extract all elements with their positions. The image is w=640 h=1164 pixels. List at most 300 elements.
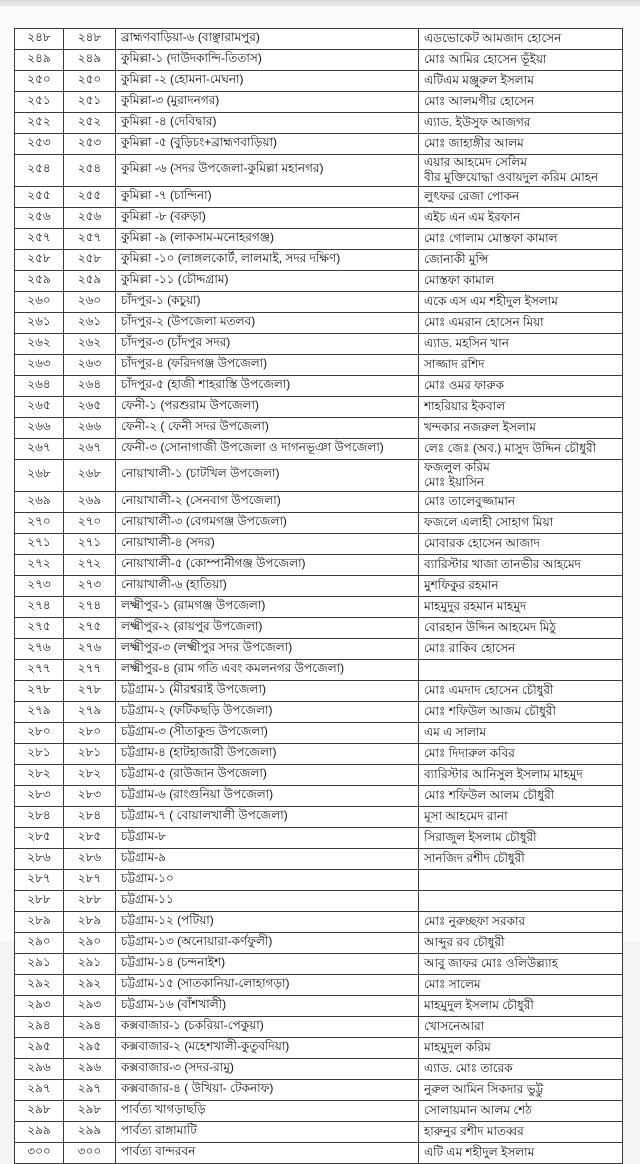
cell-serial-2: ২৭৫	[64, 617, 116, 638]
cell-candidate	[419, 911, 623, 932]
candidate-name-line: মোঃ রাকিব হোসেন	[424, 640, 516, 655]
cell-candidate	[419, 228, 623, 249]
candidate-name-line: এডভোকেট আমজাদ হোসেন	[424, 31, 562, 46]
candidate-name-line: নুরুল আমিন সিকদার ভুট্টু	[424, 1081, 544, 1096]
cell-serial-1: ২৬৭	[15, 438, 64, 459]
candidate-name-line: মোঃ শফিউল আলম চৌধুরী	[424, 787, 555, 802]
cell-constituency: নোয়াখালী-৩ (বেগমগঞ্জ উপজেলা)	[116, 512, 419, 533]
cell-serial-1: ২৭০	[15, 512, 64, 533]
cell-candidate	[419, 312, 623, 333]
candidate-name-line: মোঃ নুরুচ্ছফা সরকার	[424, 913, 526, 928]
candidate-name-line: মোঃ গোলাম মোস্তফা কামাল	[424, 231, 558, 246]
cell-serial-2: ২৬১	[64, 312, 116, 333]
cell-serial-1: ২৯৪	[15, 1016, 64, 1037]
table-row	[15, 659, 623, 680]
cell-serial-1: ২৯৫	[15, 1037, 64, 1058]
cell-candidate	[419, 827, 623, 848]
cell-serial-1: ২৬৮	[15, 459, 64, 491]
cell-serial-2: ২৫৯	[64, 270, 116, 291]
table-row	[15, 270, 623, 291]
table-row	[15, 1079, 623, 1100]
cell-serial-2: ২৭৩	[64, 575, 116, 596]
cell-constituency: কক্সবাজার-২ (মহেশখালী-কুতুবদিয়া)	[116, 1037, 419, 1058]
cell-constituency: কুমিল্লা-৩ (মুরাদনগর)	[116, 92, 419, 113]
cell-constituency: চট্টগ্রাম-৪ (হাটহাজারী উপজেলা)	[116, 743, 419, 764]
cell-serial-1: ২৮৫	[15, 827, 64, 848]
cell-serial-2: ২৮৬	[64, 848, 116, 869]
cell-candidate	[419, 722, 623, 743]
table-row	[15, 186, 623, 207]
candidate-name-line: মোঃ আমির হোসেন ভূঁইয়া	[424, 52, 547, 67]
cell-candidate	[419, 333, 623, 354]
cell-serial-1: ২৫২	[15, 113, 64, 134]
table-row	[15, 827, 623, 848]
cell-serial-1: ২৮৩	[15, 785, 64, 806]
cell-constituency: কুমিল্লা -৮ (বরুড়া)	[116, 207, 419, 228]
cell-constituency: চাঁদপুর-৩ (চাঁদপুর সদর)	[116, 333, 419, 354]
table-row	[15, 375, 623, 396]
cell-candidate	[419, 459, 623, 491]
cell-constituency: নোয়াখালী-৪ (সদর)	[116, 533, 419, 554]
cell-serial-1: ২৭২	[15, 554, 64, 575]
candidate-name-line: মোস্তফা কামাল	[424, 273, 495, 288]
table-row	[15, 575, 623, 596]
cell-candidate	[419, 249, 623, 270]
cell-candidate	[419, 491, 623, 512]
cell-serial-2: ২৮৭	[64, 869, 116, 890]
table-row	[15, 743, 623, 764]
cell-constituency: পার্বত্য রাঙ্গামাটি	[116, 1121, 419, 1142]
candidate-name-line: মুশফিকুর রহমান	[424, 577, 499, 592]
cell-serial-2: ২৯৯	[64, 1121, 116, 1142]
cell-serial-1: ২৯৭	[15, 1079, 64, 1100]
table-row	[15, 911, 623, 932]
candidate-name-line: মোঃ জাহাঙ্গীর আলম	[424, 136, 524, 151]
cell-serial-2: ২৮৪	[64, 806, 116, 827]
candidate-name-line: এটিএম মঞ্জুরুল ইসলাম	[424, 73, 534, 88]
cell-serial-2: ৩০০	[64, 1142, 116, 1163]
cell-constituency: চাঁদপুর-৫ (হাজী শাহরাস্তি উপজেলা)	[116, 375, 419, 396]
cell-serial-1: ২৭৯	[15, 701, 64, 722]
cell-serial-1: ২৬২	[15, 333, 64, 354]
cell-candidate	[419, 596, 623, 617]
cell-serial-1: ২৯৬	[15, 1058, 64, 1079]
table-row	[15, 491, 623, 512]
cell-constituency: চট্টগ্রাম-১২ (পটিয়া)	[116, 911, 419, 932]
candidate-name-line: মাহমুদুল করিম	[424, 1039, 491, 1054]
cell-constituency: নোয়াখালী-৫ (কোম্পানীগঞ্জ উপজেলা)	[116, 554, 419, 575]
cell-serial-2: ২৫৩	[64, 134, 116, 155]
cell-candidate	[419, 396, 623, 417]
cell-constituency: চট্টগ্রাম-১১	[116, 890, 419, 911]
scan-edge-artifact	[0, 0, 640, 7]
cell-constituency: লক্ষ্মীপুর-৩ (লক্ষ্মীপুর সদর উপজেলা)	[116, 638, 419, 659]
cell-constituency: চট্টগ্রাম-১ (মীরশ্বরাই উপজেলা)	[116, 680, 419, 701]
cell-candidate	[419, 375, 623, 396]
table-row	[15, 155, 623, 187]
cell-constituency: লক্ষ্মীপুর-১ (রামগঞ্জ উপজেলা)	[116, 596, 419, 617]
candidate-name-line: মোঃ ইয়াসিন	[424, 475, 485, 490]
cell-serial-2: ২৬৫	[64, 396, 116, 417]
candidate-name-line: হারুনুর রশীদ মাতব্বর	[424, 1123, 524, 1138]
table-row	[15, 1037, 623, 1058]
cell-serial-1: ২৫৫	[15, 186, 64, 207]
table-row	[15, 113, 623, 134]
cell-constituency: নোয়াখালী-১ (চাটখিল উপজেলা)	[116, 459, 419, 491]
cell-candidate	[419, 155, 623, 187]
cell-candidate	[419, 134, 623, 155]
cell-serial-1: ২৫৪	[15, 155, 64, 187]
candidate-name-line: মোঃ তালেবুজ্জামান	[424, 493, 516, 508]
table-row	[15, 207, 623, 228]
table-row	[15, 953, 623, 974]
candidate-name-line: ব্যারিস্টার খাজা তানভীর আহমেদ	[424, 556, 581, 571]
cell-serial-1: ২৬০	[15, 291, 64, 312]
cell-candidate	[419, 743, 623, 764]
table-row	[15, 701, 623, 722]
cell-constituency: কুমিল্লা -৯ (লাকসাম-মনোহরগঞ্জ)	[116, 228, 419, 249]
table-row	[15, 291, 623, 312]
cell-constituency: কুমিল্লা -৪ (দেবিদ্বার)	[116, 113, 419, 134]
cell-serial-1: ২৮৭	[15, 869, 64, 890]
cell-serial-1: ২৮৪	[15, 806, 64, 827]
cell-candidate	[419, 869, 623, 890]
cell-candidate	[419, 1100, 623, 1121]
cell-serial-2: ২৫৭	[64, 228, 116, 249]
cell-serial-2: ২৯০	[64, 932, 116, 953]
table-row	[15, 1121, 623, 1142]
cell-serial-2: ২৮৫	[64, 827, 116, 848]
candidate-name-line: সাজ্জাদ রশিদ	[424, 357, 485, 372]
cell-candidate	[419, 438, 623, 459]
cell-serial-2: ২৮৯	[64, 911, 116, 932]
cell-candidate	[419, 186, 623, 207]
candidate-name-line: এটি এম শহীদুল ইসলাম	[424, 1144, 535, 1159]
candidate-name-line: শাহরিয়ার ইকবাল	[424, 399, 506, 414]
table-row	[15, 1142, 623, 1163]
table-row	[15, 869, 623, 890]
table-row	[15, 396, 623, 417]
cell-serial-2: ২৭৬	[64, 638, 116, 659]
cell-serial-1: ২৮৯	[15, 911, 64, 932]
table-row	[15, 333, 623, 354]
table-row	[15, 785, 623, 806]
cell-constituency: নোয়াখালী-৬ (হাতিয়া)	[116, 575, 419, 596]
table-row	[15, 134, 623, 155]
cell-serial-2: ২৬৪	[64, 375, 116, 396]
cell-candidate	[419, 1079, 623, 1100]
cell-constituency: কুমিল্লা -১০ (লাঙ্গলকোর্ট, লালমাই, সদর দক্ষিণ)	[116, 249, 419, 270]
cell-serial-1: ২৫৯	[15, 270, 64, 291]
cell-serial-1: ২৭৮	[15, 680, 64, 701]
table-body	[15, 29, 623, 1164]
cell-serial-1: ২৪৯	[15, 50, 64, 71]
cell-serial-2: ২৯৫	[64, 1037, 116, 1058]
cell-serial-2: ২৫২	[64, 113, 116, 134]
cell-constituency: চট্টগ্রাম-৫ (রাউজান উপজেলা)	[116, 764, 419, 785]
cell-constituency: চট্টগ্রাম-৮	[116, 827, 419, 848]
cell-constituency: কুমিল্লা -৭ (চান্দিনা)	[116, 186, 419, 207]
candidate-name-line: সানজিদ রশীদ চৌধুরী	[424, 850, 525, 865]
table-row	[15, 312, 623, 333]
table-row	[15, 228, 623, 249]
cell-serial-1: ২৪৮	[15, 29, 64, 50]
cell-serial-2: ২৪৮	[64, 29, 116, 50]
cell-constituency: লক্ষ্মীপুর-২ (রায়পুর উপজেলা)	[116, 617, 419, 638]
cell-constituency: কুমিল্লা -২ (হোমনা-মেঘনা)	[116, 71, 419, 92]
table-row	[15, 459, 623, 491]
table-row	[15, 1016, 623, 1037]
cell-serial-2: ২৭৮	[64, 680, 116, 701]
cell-serial-2: ২৭৭	[64, 659, 116, 680]
cell-candidate	[419, 1121, 623, 1142]
candidate-name-line: বোরহান উদ্দিন আহমেদ মিঠু	[424, 619, 556, 634]
table-row	[15, 974, 623, 995]
cell-candidate	[419, 848, 623, 869]
cell-candidate	[419, 50, 623, 71]
table-row	[15, 1058, 623, 1079]
cell-serial-1: ২৭৩	[15, 575, 64, 596]
cell-candidate	[419, 207, 623, 228]
cell-serial-2: ২৫৫	[64, 186, 116, 207]
table-row	[15, 638, 623, 659]
cell-constituency: কুমিল্লা -১১ (চৌদ্দগ্রাম)	[116, 270, 419, 291]
cell-candidate	[419, 417, 623, 438]
cell-serial-1: ২৮৮	[15, 890, 64, 911]
cell-candidate	[419, 270, 623, 291]
table-row	[15, 806, 623, 827]
candidate-name-line: মোঃ দিদারুল কবির	[424, 745, 515, 760]
candidate-name-line: মাহমুদুল ইসলাম চৌধুরী	[424, 997, 534, 1012]
cell-constituency: চট্টগ্রাম-১৫ (সাতকানিয়া-লোহাগড়া)	[116, 974, 419, 995]
cell-constituency: ব্রাহ্মণবাড়িয়া-৬ (বাঞ্ছারামপুর)	[116, 29, 419, 50]
cell-constituency: চট্টগ্রাম-১০	[116, 869, 419, 890]
cell-serial-1: ২৬৫	[15, 396, 64, 417]
cell-constituency: লক্ষ্মীপুর-৪ (রাম গতি এবং কমলনগর উপজেলা)	[116, 659, 419, 680]
cell-constituency: চাঁদপুর-১ (কচুয়া)	[116, 291, 419, 312]
candidate-name-line: মূসা আহমেদ রানা	[424, 808, 508, 823]
cell-serial-2: ২৬৭	[64, 438, 116, 459]
candidate-name-line: এ্যাড. মোঃ তারেক	[424, 1060, 513, 1075]
cell-constituency: পার্বত্য খাগড়াছড়ি	[116, 1100, 419, 1121]
table-row	[15, 92, 623, 113]
cell-serial-1: ২৯০	[15, 932, 64, 953]
candidate-name-line: মোঃ এমরান হোসেন মিয়া	[424, 315, 544, 330]
candidate-name-line: মোবারক হোসেন আজাদ	[424, 535, 540, 550]
cell-serial-1: ২৭৫	[15, 617, 64, 638]
cell-serial-2: ২৬০	[64, 291, 116, 312]
table-row	[15, 512, 623, 533]
candidate-name-line: আবু জাফর মোঃ ওলিউল্ল্যাহ	[424, 955, 559, 970]
cell-serial-1: ৩০০	[15, 1142, 64, 1163]
cell-candidate	[419, 995, 623, 1016]
candidate-name-line: এম এ সালাম	[424, 724, 487, 739]
table-row	[15, 438, 623, 459]
candidate-name-line: মোঃ সালেম	[424, 976, 481, 991]
cell-constituency: ফেনী-২ ( ফেনী সদর উপজেলা)	[116, 417, 419, 438]
cell-candidate	[419, 806, 623, 827]
cell-serial-1: ২৯৩	[15, 995, 64, 1016]
cell-serial-1: ২৫৬	[15, 207, 64, 228]
cell-constituency: কুমিল্লা -৫ (বুড়িচং+ব্রাহ্মণবাড়িয়া)	[116, 134, 419, 155]
cell-serial-2: ২৯৭	[64, 1079, 116, 1100]
cell-serial-2: ২৮৮	[64, 890, 116, 911]
cell-serial-1: ২৬১	[15, 312, 64, 333]
cell-serial-2: ২৯৩	[64, 995, 116, 1016]
cell-serial-2: ২৭১	[64, 533, 116, 554]
cell-candidate	[419, 785, 623, 806]
cell-candidate	[419, 1142, 623, 1163]
candidate-name-line: এ্যাড. মহসিন খান	[424, 336, 509, 351]
cell-candidate	[419, 1037, 623, 1058]
candidate-name-line: ফজলে এলাহী সোহাগ মিয়া	[424, 514, 554, 529]
table-row	[15, 50, 623, 71]
cell-serial-1: ২৫০	[15, 71, 64, 92]
cell-candidate	[419, 638, 623, 659]
cell-constituency: কুমিল্লা-১ (দাউদকান্দি-তিতাস)	[116, 50, 419, 71]
cell-serial-2: ২৭২	[64, 554, 116, 575]
candidate-name-line: ব্যারিস্টার আনিসুল ইসলাম মাহমুদ	[424, 766, 583, 781]
cell-candidate	[419, 617, 623, 638]
cell-candidate	[419, 575, 623, 596]
candidate-name-line: এইচ এন এম ইরফান	[424, 210, 521, 225]
cell-serial-1: ২৭৬	[15, 638, 64, 659]
cell-constituency: চট্টগ্রাম-৩ (সীতাকুন্ড উপজেলা)	[116, 722, 419, 743]
cell-candidate	[419, 932, 623, 953]
cell-serial-1: ২৬৩	[15, 354, 64, 375]
table-row	[15, 890, 623, 911]
cell-candidate	[419, 1058, 623, 1079]
cell-serial-2: ২৯৪	[64, 1016, 116, 1037]
cell-serial-2: ২৬৬	[64, 417, 116, 438]
cell-candidate	[419, 890, 623, 911]
cell-serial-2: ২৫০	[64, 71, 116, 92]
cell-serial-2: ২৮০	[64, 722, 116, 743]
table-row	[15, 29, 623, 50]
cell-candidate	[419, 764, 623, 785]
cell-constituency: কক্সবাজার-১ (চকরিয়া-পেকুয়া)	[116, 1016, 419, 1037]
candidate-name-line: বীর মুক্তিযোদ্ধা ওবায়দুল করিম মোহন	[424, 170, 599, 185]
cell-constituency: কক্সবাজার-৩ (সদর-রামু)	[116, 1058, 419, 1079]
candidate-name-line: সোলায়মান আলম শেঠ	[424, 1102, 532, 1117]
cell-serial-1: ২৯২	[15, 974, 64, 995]
candidate-name-line: একে এস এম শহীদুল ইসলাম	[424, 294, 558, 309]
cell-serial-2: ২৮১	[64, 743, 116, 764]
cell-serial-1: ২৫৩	[15, 134, 64, 155]
cell-serial-2: ২৮২	[64, 764, 116, 785]
candidate-name-line: লেঃ জেঃ (অব.) মাসুদ উদ্দিন চৌধুরী	[424, 441, 597, 456]
table-row	[15, 596, 623, 617]
cell-serial-2: ২৯১	[64, 953, 116, 974]
table-row	[15, 533, 623, 554]
cell-constituency: ফেনী-১ (পরশুরাম উপজেলা)	[116, 396, 419, 417]
cell-constituency: চট্টগ্রাম-১৪ (চন্দনাইশ)	[116, 953, 419, 974]
table-row	[15, 354, 623, 375]
cell-candidate	[419, 659, 623, 680]
cell-candidate	[419, 71, 623, 92]
candidate-name-line: খোসনেআরা	[424, 1018, 485, 1033]
table-row	[15, 617, 623, 638]
candidate-name-line: খন্দকার নজরুল ইসলাম	[424, 420, 536, 435]
table-row	[15, 995, 623, 1016]
cell-serial-2: ২৫৪	[64, 155, 116, 187]
table-row	[15, 1100, 623, 1121]
cell-constituency: চাঁদপুর-৪ (ফরিদগঞ্জ উপজেলা)	[116, 354, 419, 375]
candidate-name-line: মোঃ শফিউল আজম চৌধুরী	[424, 703, 556, 718]
cell-serial-2: ২৫১	[64, 92, 116, 113]
cell-candidate	[419, 953, 623, 974]
cell-serial-2: ২৯৮	[64, 1100, 116, 1121]
candidate-name-line: সিরাজুল ইসলাম চৌধুরী	[424, 829, 537, 844]
cell-constituency: পার্বত্য বান্দরবন	[116, 1142, 419, 1163]
cell-constituency: চট্টগ্রাম-৬ (রাংগুনিয়া উপজেলা)	[116, 785, 419, 806]
cell-serial-2: ২৭৪	[64, 596, 116, 617]
cell-constituency: ফেনী-৩ (সোনাগাজী উপজেলা ও দাগনভূঞা উপজেলা)	[116, 438, 419, 459]
cell-serial-2: ২৪৯	[64, 50, 116, 71]
cell-candidate	[419, 92, 623, 113]
cell-constituency: চট্টগ্রাম-১৬ (বাঁশখালী)	[116, 995, 419, 1016]
cell-constituency: চট্টগ্রাম-২ (ফটিকছড়ি উপজেলা)	[116, 701, 419, 722]
candidate-name-line: মোঃ এমদাদ হোসেন চৌধুরী	[424, 682, 554, 697]
cell-candidate	[419, 291, 623, 312]
cell-candidate	[419, 680, 623, 701]
cell-candidate	[419, 533, 623, 554]
table-row	[15, 680, 623, 701]
constituency-candidate-table	[14, 28, 623, 1164]
table-row	[15, 417, 623, 438]
cell-serial-2: ২৯২	[64, 974, 116, 995]
cell-serial-1: ২৯১	[15, 953, 64, 974]
cell-serial-1: ২৫৮	[15, 249, 64, 270]
candidate-name-line: এ্যাড. ইউসুফ আজগর	[424, 115, 531, 130]
cell-serial-2: ২৯৬	[64, 1058, 116, 1079]
table-row	[15, 249, 623, 270]
cell-serial-2: ২৬৯	[64, 491, 116, 512]
cell-constituency: চাঁদপুর-২ (উপজেলা মতলব)	[116, 312, 419, 333]
cell-serial-1: ২৯৯	[15, 1121, 64, 1142]
cell-serial-2: ২৬২	[64, 333, 116, 354]
candidate-name-line: লুৎফর রেজা পোকন	[424, 189, 520, 204]
table-row	[15, 764, 623, 785]
cell-serial-1: ২৬৬	[15, 417, 64, 438]
cell-serial-1: ২৭৭	[15, 659, 64, 680]
cell-candidate	[419, 512, 623, 533]
cell-serial-2: ২৭৯	[64, 701, 116, 722]
cell-serial-1: ২৮০	[15, 722, 64, 743]
cell-serial-2: ২৭০	[64, 512, 116, 533]
cell-candidate	[419, 113, 623, 134]
cell-constituency: কক্সবাজার-৪ ( উখিয়া- টেকনাফ)	[116, 1079, 419, 1100]
cell-candidate	[419, 554, 623, 575]
cell-constituency: চট্টগ্রাম-৭ ( বোয়ালখালী উপজেলা)	[116, 806, 419, 827]
cell-serial-1: ২৮৬	[15, 848, 64, 869]
cell-serial-1: ২৬৪	[15, 375, 64, 396]
cell-constituency: চট্টগ্রাম-৯	[116, 848, 419, 869]
cell-candidate	[419, 701, 623, 722]
cell-serial-2: ২৮৩	[64, 785, 116, 806]
cell-candidate	[419, 354, 623, 375]
cell-serial-1: ২৭৪	[15, 596, 64, 617]
cell-serial-1: ২৮১	[15, 743, 64, 764]
cell-candidate	[419, 29, 623, 50]
candidate-name-line: মোঃ আলমগীর হোসেন	[424, 94, 535, 109]
table-row	[15, 554, 623, 575]
cell-serial-1: ২৫৭	[15, 228, 64, 249]
cell-serial-2: ২৬৮	[64, 459, 116, 491]
cell-serial-2: ২৬৩	[64, 354, 116, 375]
cell-constituency: কুমিল্লা -৬ (সদর উপজেলা-কুমিল্লা মহানগর)	[116, 155, 419, 187]
candidate-name-line: জোনাকী মুন্সি	[424, 252, 489, 267]
